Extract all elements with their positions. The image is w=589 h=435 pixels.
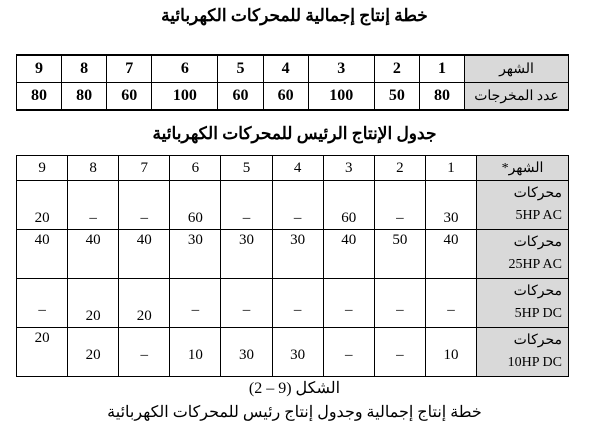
product-label-ar: محركات	[513, 284, 562, 299]
product-label	[477, 230, 569, 279]
schedule-cell: –	[119, 181, 170, 230]
schedule-cell: 30	[170, 230, 221, 279]
plan-month-cell: 3	[308, 55, 374, 83]
schedule-cell: –	[374, 328, 425, 377]
schedule-cell: –	[68, 181, 119, 230]
schedule-cell: 10	[425, 328, 476, 377]
plan-output-cell: 60	[107, 83, 152, 111]
master-month-cell: 6	[170, 156, 221, 181]
schedule-cell: –	[119, 328, 170, 377]
figure-label: الشكل (9 – 2)	[248, 380, 341, 397]
master-month-row	[17, 156, 569, 181]
plan-month-cell: 9	[17, 55, 62, 83]
plan-output-cell: 100	[308, 83, 374, 111]
product-label-en: 10HP DC	[507, 355, 562, 370]
product-row-5hp-ac	[17, 181, 569, 230]
schedule-cell: 10	[170, 328, 221, 377]
plan-month-cell: 2	[374, 55, 419, 83]
master-month-header: الشهر*	[477, 156, 569, 181]
schedule-cell: 20	[17, 328, 68, 377]
schedule-cell: 30	[272, 230, 323, 279]
plan-month-cell: 8	[62, 55, 107, 83]
plan-output-cell: 60	[218, 83, 263, 111]
schedule-cell: –	[374, 181, 425, 230]
schedule-cell: –	[170, 279, 221, 328]
schedule-cell: 40	[119, 230, 170, 279]
plan-output-row	[17, 83, 569, 111]
plan-month-row	[17, 55, 569, 83]
schedule-cell: 40	[425, 230, 476, 279]
schedule-cell: 20	[68, 328, 119, 377]
product-label-en: 25HP AC	[508, 257, 562, 272]
plan-title: خطة إنتاج إجمالية للمحركات الكهربائية	[161, 6, 428, 25]
schedule-cell: 40	[323, 230, 374, 279]
schedule-cell: 60	[323, 181, 374, 230]
product-label-ar: محركات	[513, 333, 562, 348]
schedule-cell: 30	[221, 328, 272, 377]
product-row-10hp-dc	[17, 328, 569, 377]
master-month-cell: 9	[17, 156, 68, 181]
schedule-cell: –	[272, 181, 323, 230]
schedule-cell: –	[323, 279, 374, 328]
schedule-cell: 30	[425, 181, 476, 230]
product-row-5hp-dc	[17, 279, 569, 328]
product-label	[477, 328, 569, 377]
aggregate-plan-table	[16, 54, 569, 111]
product-label	[477, 279, 569, 328]
plan-month-cell: 7	[107, 55, 152, 83]
product-label-ar: محركات	[513, 235, 562, 250]
schedule-cell: –	[272, 279, 323, 328]
schedule-cell: 30	[272, 328, 323, 377]
schedule-cell: 40	[68, 230, 119, 279]
product-row-25hp-ac	[17, 230, 569, 279]
master-month-cell: 7	[119, 156, 170, 181]
product-label-ar: محركات	[513, 186, 562, 201]
product-label-en: 5HP DC	[514, 306, 562, 321]
schedule-cell: 40	[17, 230, 68, 279]
schedule-cell: 30	[221, 230, 272, 279]
product-label-en: 5HP AC	[515, 208, 562, 223]
schedule-cell: 20	[119, 279, 170, 328]
schedule-cell: 60	[170, 181, 221, 230]
schedule-cell: 50	[374, 230, 425, 279]
schedule-cell: –	[221, 279, 272, 328]
master-month-cell: 5	[221, 156, 272, 181]
master-month-cell: 4	[272, 156, 323, 181]
master-schedule-table	[16, 155, 569, 377]
master-month-cell: 2	[374, 156, 425, 181]
schedule-cell: –	[425, 279, 476, 328]
master-month-cell: 3	[323, 156, 374, 181]
plan-month-header: الشهر	[465, 55, 569, 83]
master-schedule-title: جدول الإنتاج الرئيس للمحركات الكهربائية	[152, 124, 437, 143]
plan-output-cell: 80	[17, 83, 62, 111]
plan-output-cell: 80	[62, 83, 107, 111]
plan-month-cell: 5	[218, 55, 263, 83]
schedule-cell: –	[17, 279, 68, 328]
plan-output-cell: 60	[263, 83, 308, 111]
plan-month-cell: 1	[419, 55, 464, 83]
schedule-cell: 20	[17, 181, 68, 230]
plan-output-cell: 100	[152, 83, 218, 111]
master-month-cell: 1	[425, 156, 476, 181]
master-month-cell: 8	[68, 156, 119, 181]
plan-output-cell: 80	[419, 83, 464, 111]
schedule-cell: 20	[68, 279, 119, 328]
plan-month-cell: 4	[263, 55, 308, 83]
product-label	[477, 181, 569, 230]
schedule-cell: –	[374, 279, 425, 328]
plan-month-cell: 6	[152, 55, 218, 83]
schedule-cell: –	[221, 181, 272, 230]
plan-output-header: عدد المخرجات	[465, 83, 569, 111]
schedule-cell: –	[323, 328, 374, 377]
figure-caption: خطة إنتاج إجمالية وجدول إنتاج رئيس للمحركات الكهربائية	[107, 404, 482, 421]
plan-output-cell: 50	[374, 83, 419, 111]
